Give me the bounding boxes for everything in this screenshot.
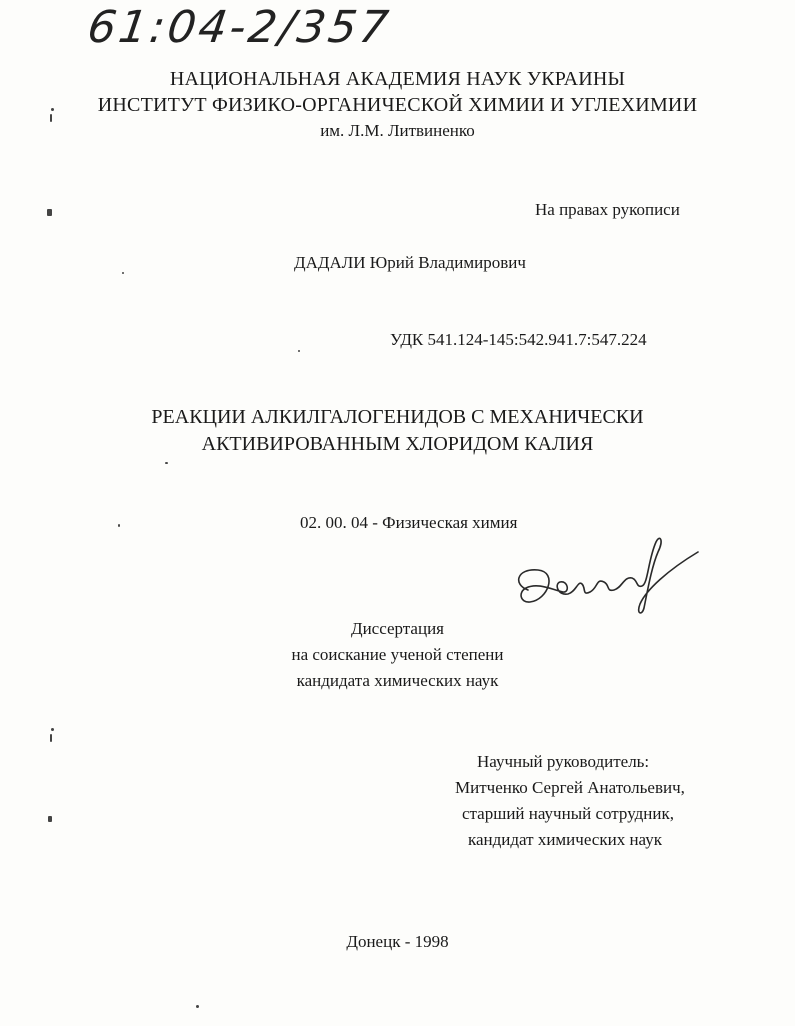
degree-purpose: на соискание ученой степени xyxy=(291,645,504,664)
thesis-title-line2: АКТИВИРОВАННЫМ ХЛОРИДОМ КАЛИЯ xyxy=(201,433,594,455)
udk-code: УДК 541.124-145:542.941.7:547.224 xyxy=(390,330,647,349)
scan-speck xyxy=(298,350,300,352)
advisor-name: Митченко Сергей Анатольевич, xyxy=(455,778,685,797)
scan-speck xyxy=(51,728,54,731)
scan-speck xyxy=(50,734,52,742)
degree-name: кандидата химических наук xyxy=(296,671,499,690)
thesis-title-line1: РЕАКЦИИ АЛКИЛГАЛОГЕНИДОВ С МЕХАНИЧЕСКИ xyxy=(151,406,644,428)
dissertation-label: Диссертация xyxy=(350,619,444,638)
author-name: ДАДАЛИ Юрий Владимирович xyxy=(294,253,526,272)
scan-speck xyxy=(51,108,54,111)
scan-speck xyxy=(50,114,52,122)
scan-speck xyxy=(196,1005,199,1008)
archive-number: 61:04-2/357 xyxy=(84,2,395,53)
header-academy: НАЦИОНАЛЬНАЯ АКАДЕМИЯ НАУК УКРАИНЫ xyxy=(169,68,626,90)
header-named-after: им. Л.М. Литвиненко xyxy=(320,121,475,140)
header-institute: ИНСТИТУТ ФИЗИКО-ОРГАНИЧЕСКОЙ ХИМИИ И УГЛЕХИМИИ xyxy=(97,94,698,116)
scan-speck xyxy=(122,272,124,274)
place-and-year: Донецк - 1998 xyxy=(346,932,449,951)
scan-speck xyxy=(118,524,120,527)
advisor-position: старший научный сотрудник, xyxy=(462,804,674,823)
scan-speck xyxy=(165,462,168,464)
manuscript-rights: На правах рукописи xyxy=(535,200,680,219)
scan-speck xyxy=(48,816,52,822)
advisor-label: Научный руководитель: xyxy=(477,752,650,771)
advisor-degree: кандидат химических наук xyxy=(468,830,662,849)
specialty-code: 02. 00. 04 - Физическая химия xyxy=(300,513,518,532)
handwritten-signature xyxy=(508,530,708,620)
scan-speck xyxy=(47,209,52,216)
